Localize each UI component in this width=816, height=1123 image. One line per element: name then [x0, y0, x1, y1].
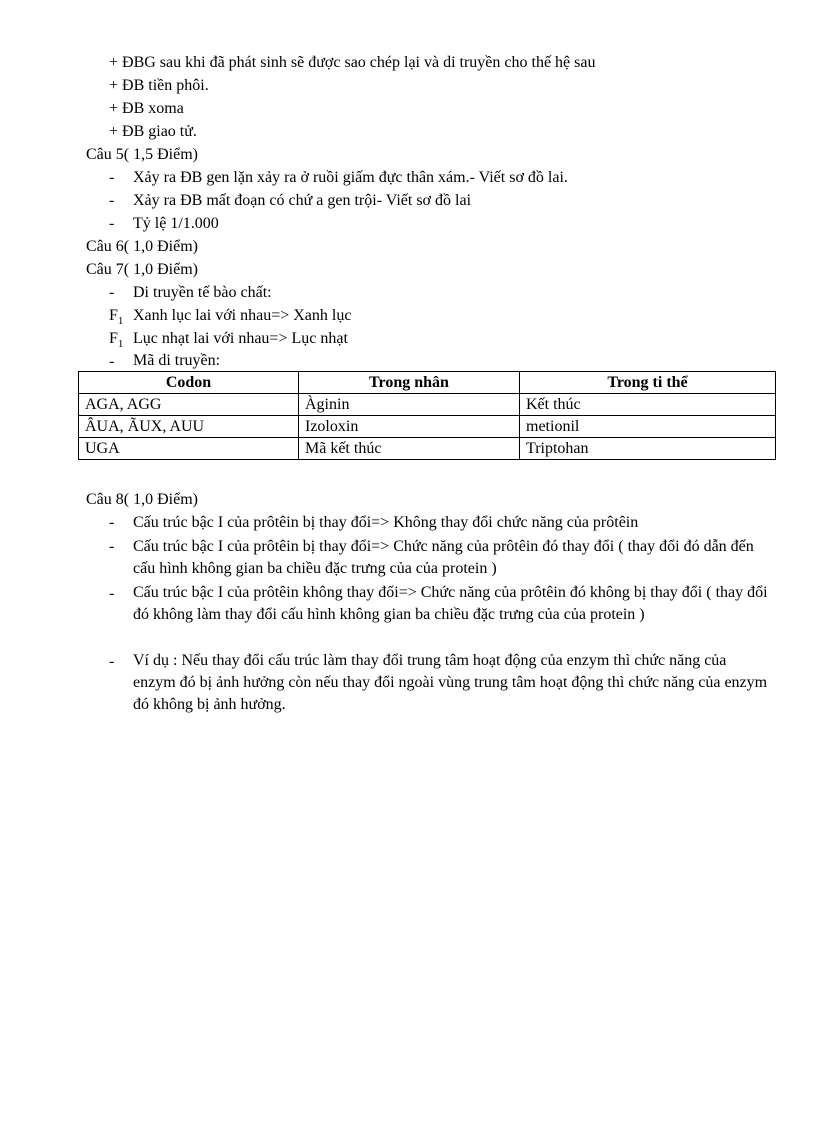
table-header-row [79, 372, 776, 394]
cau5-bullet-2: Xảy ra ĐB mất đoạn có chứ a gen trội- Viết sơ đồ lai [133, 192, 472, 209]
bullet-marker: - [109, 192, 115, 209]
table-cell: metionil [520, 416, 776, 438]
cau7-bullet-2: Mã di truyền: [133, 352, 221, 369]
intro-line-1: + ĐBG sau khi đã phát sinh sẽ được sao chép lại và di truyền cho thế hệ sau [109, 54, 596, 71]
intro-line-2: + ĐB tiền phôi. [109, 77, 209, 94]
table-cell: AGA, AGG [79, 394, 299, 416]
cau8-bullet-3: Cấu trúc bậc I của prôtêin không thay đổi=> Chức năng của prôtêin đó không bị thay đổi ( thay đổi đó không làm thay đổi cấu hình không gian ba chiều đặc trưng của của protein ) [133, 584, 768, 623]
f1-label: $F_1$ [109, 330, 124, 351]
table-row [79, 438, 776, 460]
f1-line-1: Xanh lục lai với nhau=> Xanh lục [133, 307, 352, 324]
cau5-bullet-3: Tỷ lệ 1/1.000 [133, 215, 219, 232]
table-cell: ÂUA, ÃUX, AUU [79, 416, 299, 438]
f1-line-2: Lục nhạt lai với nhau=> Lục nhạt [133, 330, 348, 347]
table-header-cell: Trong nhân [299, 372, 520, 394]
bullet-marker: - [109, 653, 115, 670]
cau5-heading: Câu 5( 1,5 Điểm) [86, 146, 198, 163]
cau6-heading: Câu 6( 1,0 Điểm) [86, 238, 198, 255]
bullet-marker: - [109, 169, 115, 186]
cau7-bullet-1: Di truyền tế bào chất: [133, 284, 272, 301]
table-header-cell: Codon [79, 372, 299, 394]
table-cell: Izoloxin [299, 416, 520, 438]
table-cell: Kết thúc [520, 394, 776, 416]
intro-line-4: + ĐB giao tử. [109, 123, 197, 140]
bullet-marker: - [109, 585, 115, 602]
table-cell: Àginin [299, 394, 520, 416]
f1-label: $F_1$ [109, 307, 124, 328]
table-cell: UGA [79, 438, 299, 460]
bullet-marker: - [109, 353, 115, 370]
bullet-marker: - [109, 284, 115, 301]
cau7-heading: Câu 7( 1,0 Điểm) [86, 261, 198, 278]
cau5-bullet-1: Xảy ra ĐB gen lặn xảy ra ở ruồi giấm đực thân xám.- Viết sơ đồ lai. [133, 169, 568, 186]
table-cell: Mã kết thúc [299, 438, 520, 460]
intro-line-3: + ĐB xoma [109, 100, 184, 117]
table-cell: Triptohan [520, 438, 776, 460]
bullet-marker: - [109, 215, 115, 232]
genetic-code-table [78, 371, 776, 460]
cau8-bullet-2: Cấu trúc bậc I của prôtêin bị thay đổi=> Chức năng của prôtêin đó thay đổi ( thay đổi đó dẫn đến cấu hình không gian ba chiều đặc trưng của của protein ) [133, 538, 754, 577]
cau8-bullet-4: Ví dụ : Nếu thay đổi cấu trúc làm thay đổi trung tâm hoạt động của enzym thì chức năng của enzym đó bị ảnh hưởng còn nếu thay đổi ngoài vùng trung tâm hoạt động thì chức năng của enzym đó không bị ảnh hưởng. [133, 652, 768, 713]
cau8-heading: Câu 8( 1,0 Điểm) [86, 491, 198, 508]
bullet-marker: - [109, 538, 115, 555]
cau8-bullet-1: Cấu trúc bậc I của prôtêin bị thay đổi=> Không thay đổi chức năng của prôtêin [133, 514, 639, 531]
table-row [79, 416, 776, 438]
table-header-cell: Trong ti thể [520, 372, 776, 394]
table-row [79, 394, 776, 416]
bullet-marker: - [109, 514, 115, 531]
